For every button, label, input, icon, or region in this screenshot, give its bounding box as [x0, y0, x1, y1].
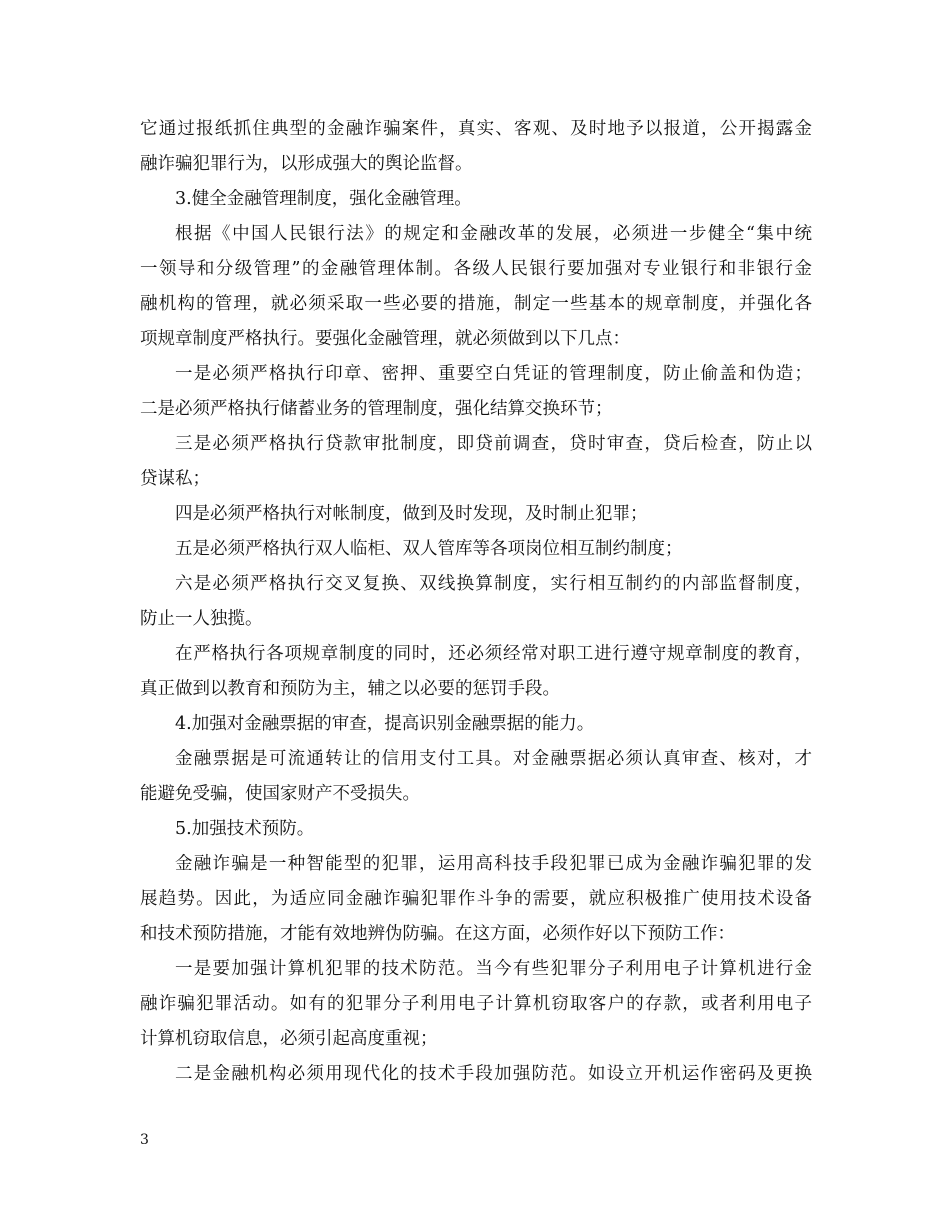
section-heading: 3.健全金融管理制度，强化金融管理。 — [175, 189, 472, 209]
text-line: 项规章制度严格执行。要强化金融管理，就必须做到以下几点： — [140, 329, 630, 349]
text-line: 防止一人独揽。 — [140, 609, 263, 629]
text-line: 融机构的管理，就必须采取一些必要的措施，制定一些基本的规章制度，并强化各 — [140, 294, 812, 314]
text-line: 一领导和分级管理”的金融管理体制。各级人民银行要加强对专业银行和非银行金 — [140, 259, 812, 279]
text-line: 融诈骗犯罪活动。如有的犯罪分子利用电子计算机窃取客户的存款，或者利用电子 — [140, 994, 812, 1014]
text-line: 贷谋私； — [140, 469, 210, 489]
text-line: 金融诈骗是一种智能型的犯罪，运用高科技手段犯罪已成为金融诈骗犯罪的发 — [175, 854, 812, 874]
text-line: 根据《中国人民银行法》的规定和金融改革的发展，必须进一步健全“集中统 — [175, 224, 812, 244]
text-line: 五是必须严格执行双人临柜、双人管库等各项岗位相互制约制度； — [175, 539, 683, 559]
section-heading: 5.加强技术预防。 — [175, 819, 315, 839]
text-line: 一是要加强计算机犯罪的技术防范。当今有些犯罪分子利用电子计算机进行金 — [175, 959, 812, 979]
text-line: 展趋势。因此，为适应同金融诈骗犯罪作斗争的需要，就应积极推广使用技术设备 — [140, 889, 812, 909]
page-number: 3 — [140, 1132, 149, 1148]
text-line: 真正做到以教育和预防为主，辅之以必要的惩罚手段。 — [140, 679, 560, 699]
text-line: 和技术预防措施，才能有效地辨伪防骗。在这方面，必须作好以下预防工作： — [140, 924, 735, 944]
text-line: 计算机窃取信息，必须引起高度重视； — [140, 1029, 438, 1049]
text-line: 六是必须严格执行交叉复换、双线换算制度，实行相互制约的内部监督制度， — [175, 574, 812, 594]
section-heading: 4.加强对金融票据的审查，提高识别金融票据的能力。 — [175, 714, 595, 734]
text-line: 四是必须严格执行对帐制度，做到及时发现，及时制止犯罪； — [175, 504, 648, 524]
text-line: 金融票据是可流通转让的信用支付工具。对金融票据必须认真审查、核对，才 — [175, 749, 812, 769]
text-line: 融诈骗犯罪行为，以形成强大的舆论监督。 — [140, 154, 473, 174]
text-line: 一是必须严格执行印章、密押、重要空白凭证的管理制度，防止偷盖和伪造； — [175, 364, 812, 384]
text-line: 二是金融机构必须用现代化的技术手段加强防范。如设立开机运作密码及更换 — [175, 1064, 812, 1084]
text-line: 在严格执行各项规章制度的同时，还必须经常对职工进行遵守规章制度的教育， — [175, 644, 812, 664]
text-line: 二是必须严格执行储蓄业务的管理制度，强化结算交换环节； — [140, 399, 613, 419]
text-line: 能避免受骗，使国家财产不受损失。 — [140, 784, 420, 804]
text-line: 它通过报纸抓住典型的金融诈骗案件，真实、客观、及时地予以报道，公开揭露金 — [140, 119, 812, 139]
text-line: 三是必须严格执行贷款审批制度，即贷前调查，贷时审查，贷后检查，防止以 — [175, 434, 812, 454]
